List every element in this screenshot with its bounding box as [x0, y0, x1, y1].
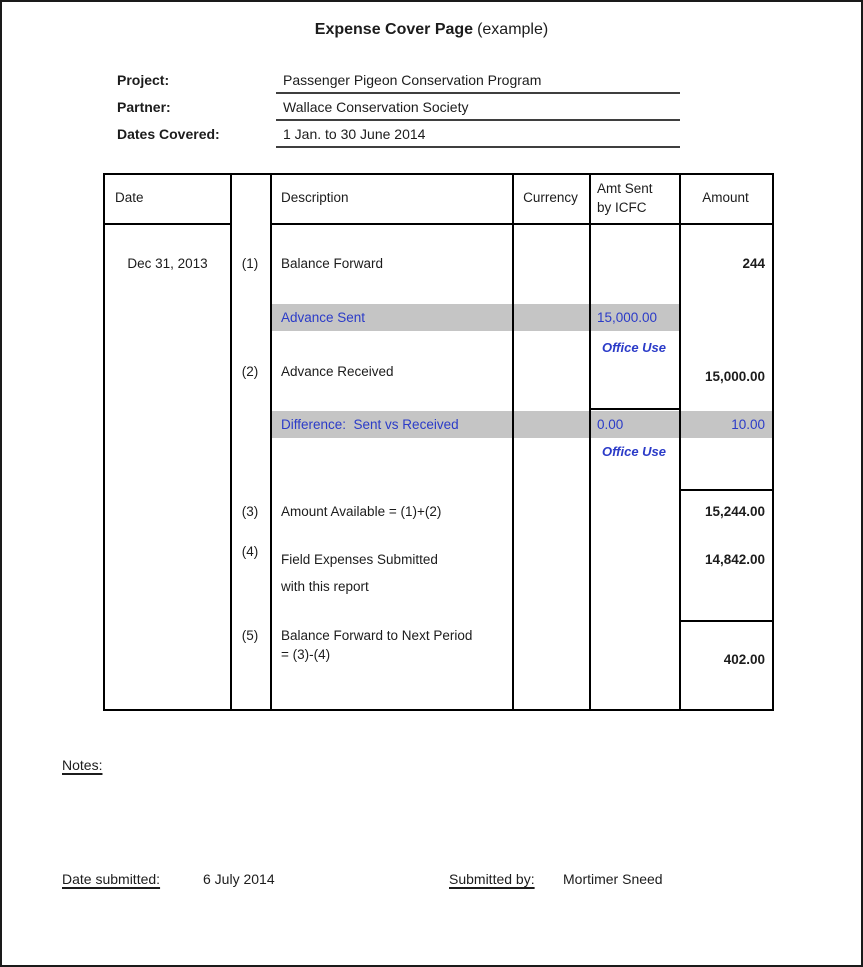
- cell-desc-field-expenses-line2: with this report: [281, 579, 369, 594]
- amount-box-top-rule: [679, 489, 772, 491]
- submitted-by-label: Submitted by:: [449, 871, 535, 887]
- col-border-desc-currency: [512, 175, 514, 709]
- header-description: Description: [281, 190, 349, 205]
- cell-num-2: (2): [241, 364, 259, 379]
- col-border-num-desc: [270, 175, 272, 709]
- date-submitted-value: 6 July 2014: [203, 871, 275, 887]
- cell-amount-balance-forward: 244: [742, 256, 765, 271]
- cell-amtsent-difference: 0.00: [597, 417, 624, 432]
- page-title: [2, 21, 861, 39]
- dates-covered-value: 1 Jan. to 30 June 2014: [283, 126, 426, 142]
- notes-label: Notes:: [62, 757, 103, 773]
- submitted-by-value: Mortimer Sneed: [563, 871, 663, 887]
- project-underline: [276, 92, 680, 94]
- cell-desc-amount-available: Amount Available = (1)+(2): [281, 504, 442, 519]
- page-title-suffix: (example): [477, 21, 549, 38]
- office-use-note-1: Office Use: [601, 340, 667, 355]
- cell-desc-balance-next-line1: Balance Forward to Next Period: [281, 628, 473, 643]
- cell-desc-advance-sent: Advance Sent: [281, 310, 366, 325]
- cell-num-1: (1): [241, 256, 259, 271]
- cell-num-5: (5): [241, 628, 259, 643]
- office-use-note-2: Office Use: [601, 444, 667, 459]
- partner-underline: [276, 119, 680, 121]
- header-currency: Currency: [523, 190, 578, 205]
- date-submitted-label: Date submitted:: [62, 871, 161, 887]
- cell-desc-difference: Difference: Sent vs Received: [281, 417, 459, 432]
- cell-amount-amount-available: 15,244.00: [704, 504, 765, 519]
- col-border-currency-amtsent: [589, 175, 591, 709]
- dates-covered-underline: [276, 146, 680, 148]
- cell-amtsent-advance-sent: 15,000.00: [597, 310, 658, 325]
- header-date: Date: [115, 190, 144, 205]
- amount-box-mid-rule: [679, 620, 772, 622]
- header-amount: Amount: [702, 190, 749, 205]
- cell-desc-balance-next-line2: = (3)-(4): [281, 647, 331, 662]
- cell-num-3: (3): [241, 504, 259, 519]
- page-title-main: Expense Cover Page: [314, 21, 474, 38]
- cell-date: Dec 31, 2013: [127, 256, 208, 271]
- partner-label: Partner:: [117, 99, 171, 115]
- header-amt-sent-line2: by ICFC: [597, 200, 647, 215]
- project-value: Passenger Pigeon Conservation Program: [283, 72, 542, 88]
- header-rule-date: [105, 223, 230, 225]
- cell-desc-balance-forward: Balance Forward: [281, 256, 384, 271]
- cell-amount-field-expenses: 14,842.00: [704, 552, 765, 567]
- cell-desc-advance-received: Advance Received: [281, 364, 394, 379]
- header-amt-sent-line1: Amt Sent: [597, 181, 653, 196]
- amtsent-cell-rule: [589, 408, 681, 410]
- cell-amount-balance-next: 402.00: [723, 652, 765, 667]
- dates-covered-label: Dates Covered:: [117, 126, 220, 142]
- cell-num-4: (4): [241, 544, 259, 559]
- cell-amount-advance-received: 15,000.00: [704, 369, 765, 384]
- cell-amount-difference: 10.00: [731, 417, 765, 432]
- cell-desc-field-expenses-line1: Field Expenses Submitted: [281, 552, 438, 567]
- expense-table: [103, 173, 774, 711]
- project-label: Project:: [117, 72, 170, 88]
- partner-value: Wallace Conservation Society: [283, 99, 469, 115]
- header-rule-main: [270, 223, 772, 225]
